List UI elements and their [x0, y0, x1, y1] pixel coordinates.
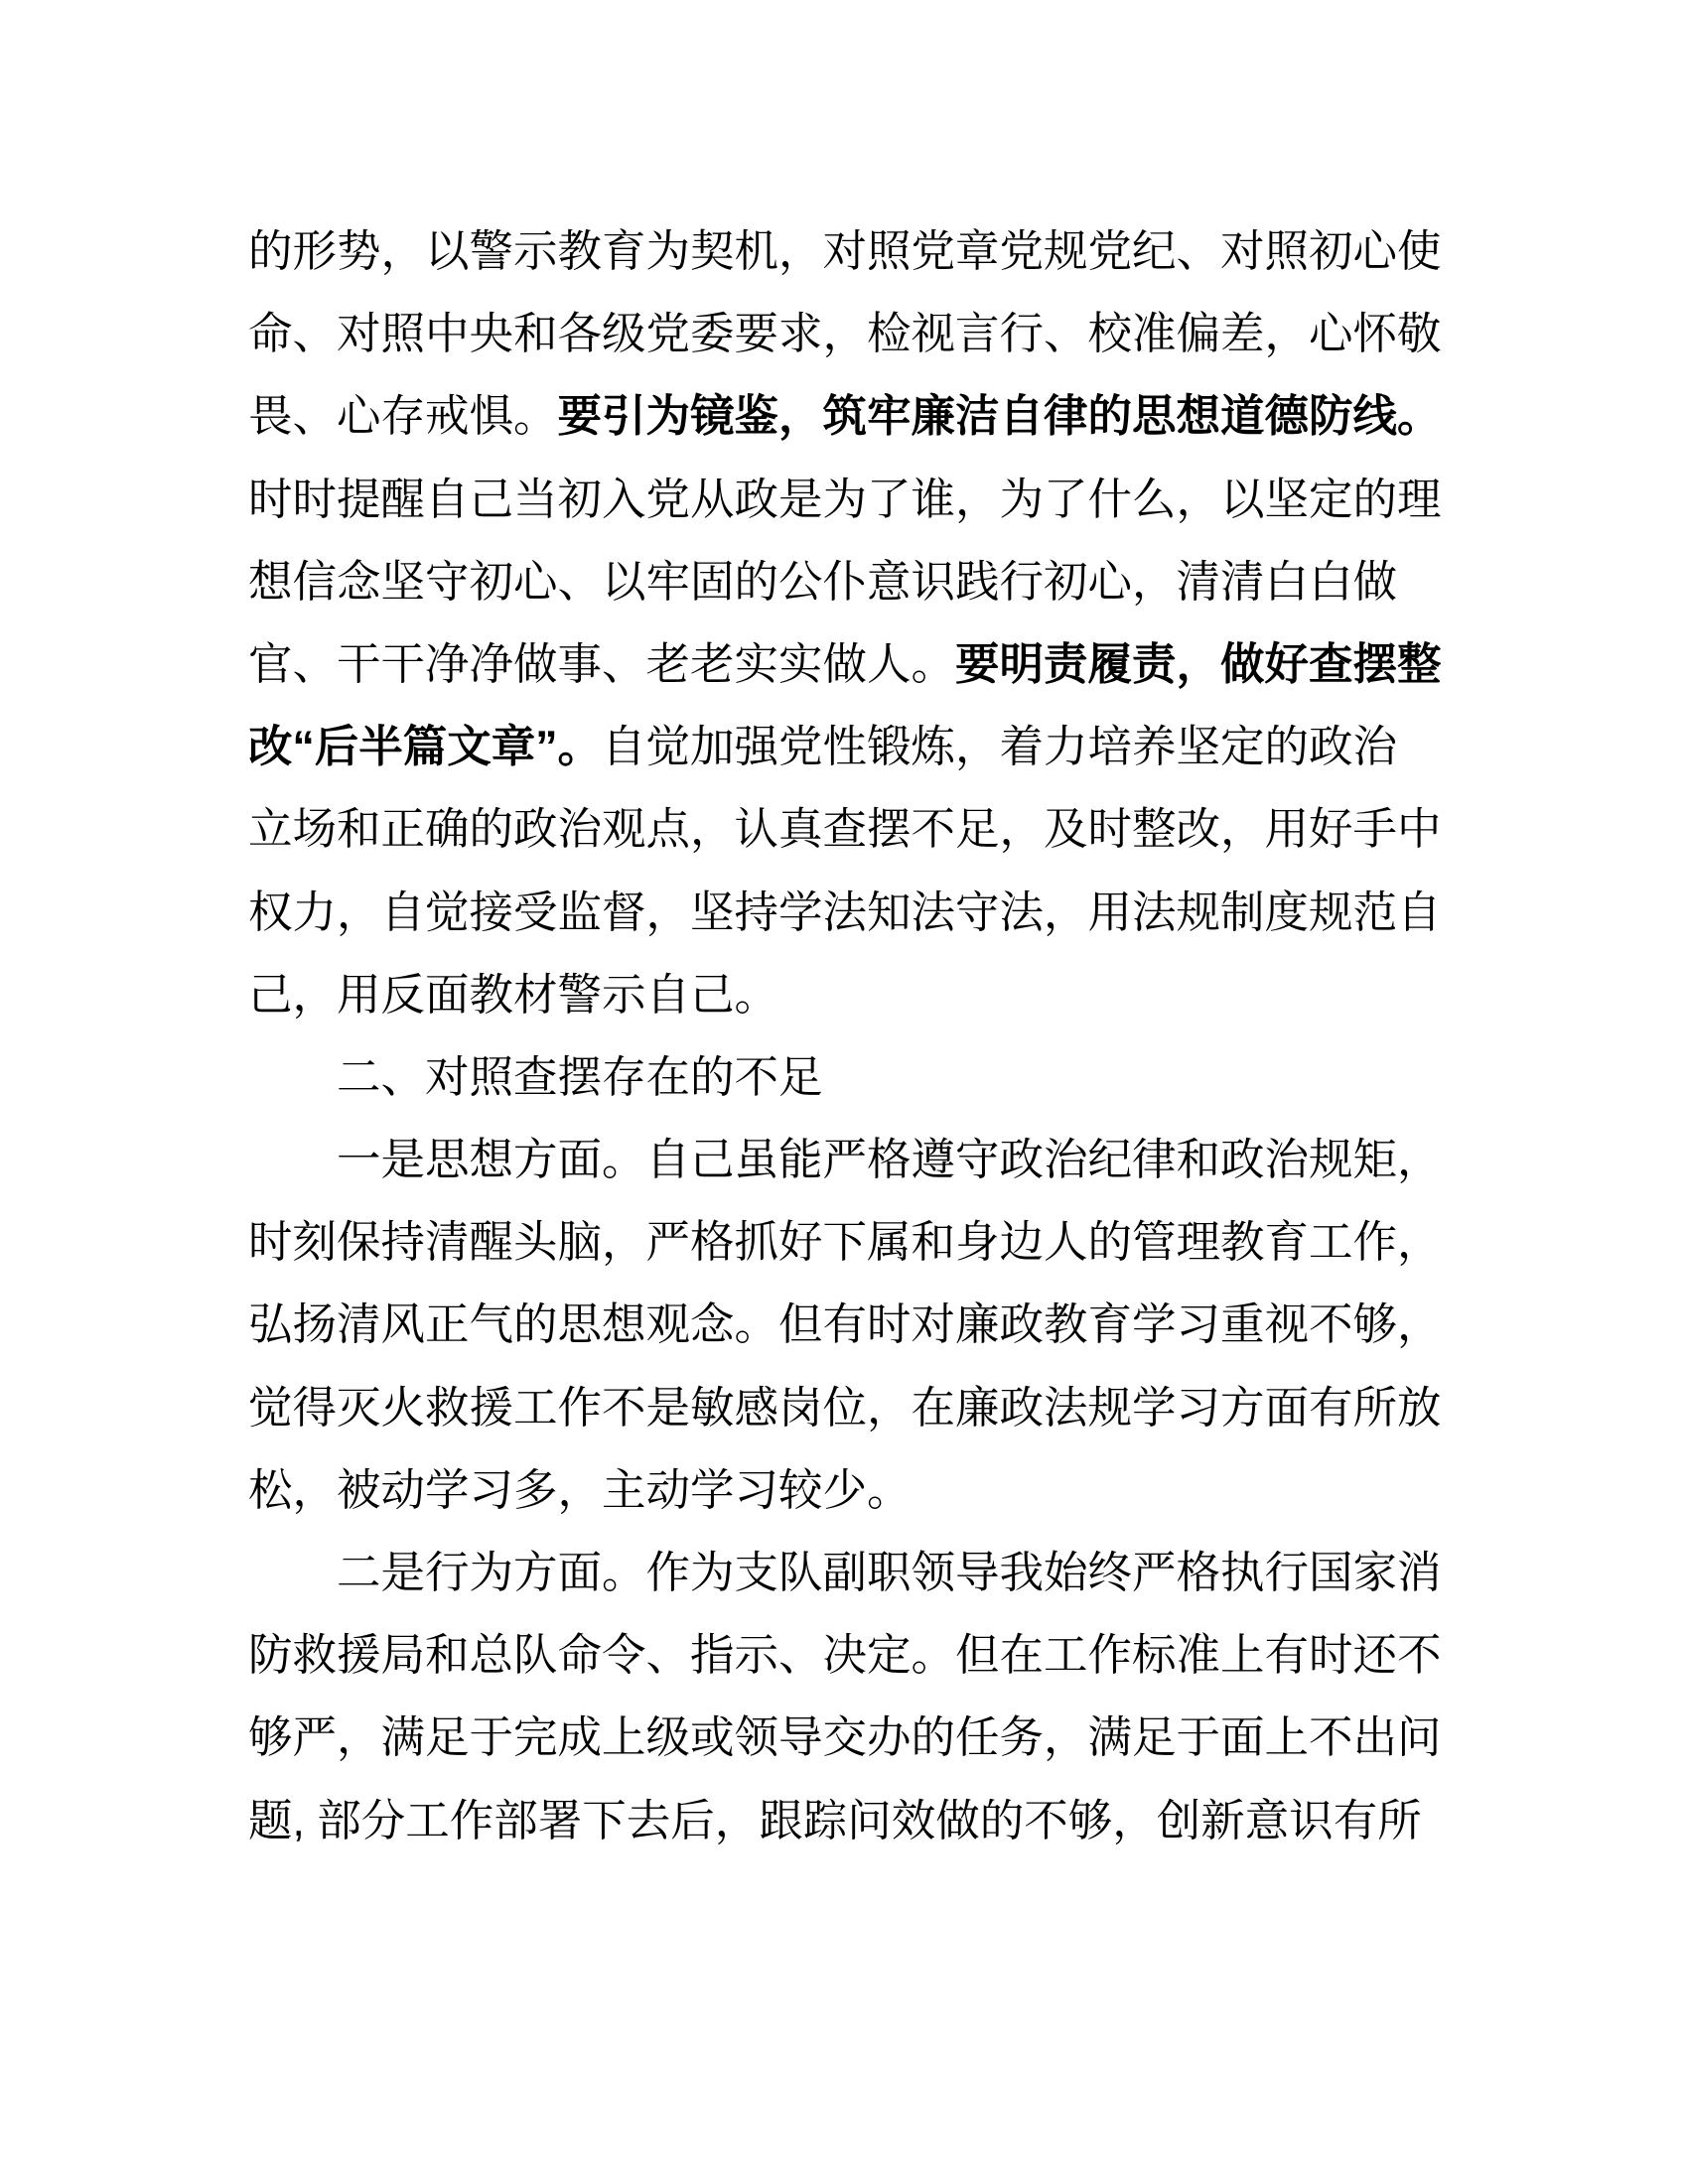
text-segment: 官、干干净净做事、老老实实做人。 — [248, 639, 956, 689]
text-line — [248, 1284, 1450, 1366]
text-line — [248, 1119, 1450, 1201]
text-segment: 二、对照查摆存在的不足 — [337, 1052, 823, 1102]
text-line — [248, 788, 1450, 871]
text-segment: 畏、心存戒惧。 — [248, 392, 558, 442]
text-segment-bold: 要引为镜鉴，筑牢廉洁自律的思想道德防线。 — [557, 392, 1442, 442]
text-line — [248, 210, 1450, 293]
text-segment: 觉得灭火救援工作不是敏感岗位，在廉政法规学习方面有所放 — [248, 1383, 1442, 1433]
text-line — [248, 375, 1450, 458]
text-segment: 命、对照中央和各级党委要求，检视言行、校准偏差，心怀敬 — [248, 310, 1442, 359]
text-segment: 时刻保持清醒头脑，严格抓好下属和身边人的管理教育工作， — [248, 1218, 1442, 1268]
text-line — [248, 1697, 1450, 1779]
text-segment: 的形势，以警示教育为契机，对照党章党规党纪、对照初心使 — [248, 227, 1442, 276]
text-segment: 自觉加强党性锻炼，着力培养坚定的政治 — [602, 723, 1398, 772]
text-segment-bold: 改“后半篇文章”。 — [248, 723, 603, 772]
text-segment: 时时提醒自己当初入党从政是为了谁，为了什么，以坚定的理 — [248, 475, 1442, 524]
text-segment: 防救援局和总队命令、指示、决定。但在工作标准上有时还不 — [248, 1631, 1442, 1681]
text-line — [248, 541, 1450, 623]
text-segment: 立场和正确的政治观点，认真查摆不足，及时整改，用好手中 — [248, 805, 1442, 855]
text-segment: 一是思想方面。自己虽能严格遵守政治纪律和政治规矩， — [337, 1136, 1442, 1185]
text-segment: 题, 部分工作部署下去后，跟踪问效做的不够，创新意识有所 — [248, 1796, 1422, 1845]
text-line — [248, 1614, 1450, 1697]
text-line — [248, 1201, 1450, 1284]
text-segment-bold: 要明责履责，做好查摆整 — [955, 639, 1442, 689]
document-body — [248, 210, 1450, 1862]
text-line — [248, 1780, 1450, 1862]
text-line — [248, 623, 1450, 706]
text-segment: 弘扬清风正气的思想观念。但有时对廉政教育学习重视不够， — [248, 1300, 1442, 1350]
text-line — [248, 706, 1450, 788]
text-line — [248, 1532, 1450, 1614]
text-segment: 己，用反面教材警示自己。 — [248, 970, 779, 1020]
text-segment: 二是行为方面。作为支队副职领导我始终严格执行国家消 — [337, 1549, 1442, 1597]
text-line — [248, 1449, 1450, 1532]
text-segment: 想信念坚守初心、以牢固的公仆意识践行初心，清清白白做 — [248, 557, 1398, 607]
text-line — [248, 872, 1450, 954]
text-line — [248, 293, 1450, 375]
text-segment: 权力，自觉接受监督，坚持学法知法守法，用法规制度规范自 — [248, 887, 1442, 937]
text-segment: 松，被动学习多，主动学习较少。 — [248, 1465, 912, 1515]
text-line — [248, 954, 1450, 1036]
text-line — [248, 1367, 1450, 1449]
text-line — [248, 1036, 1450, 1119]
text-line — [248, 459, 1450, 541]
text-segment: 够严，满足于完成上级或领导交办的任务，满足于面上不出问 — [248, 1713, 1442, 1763]
